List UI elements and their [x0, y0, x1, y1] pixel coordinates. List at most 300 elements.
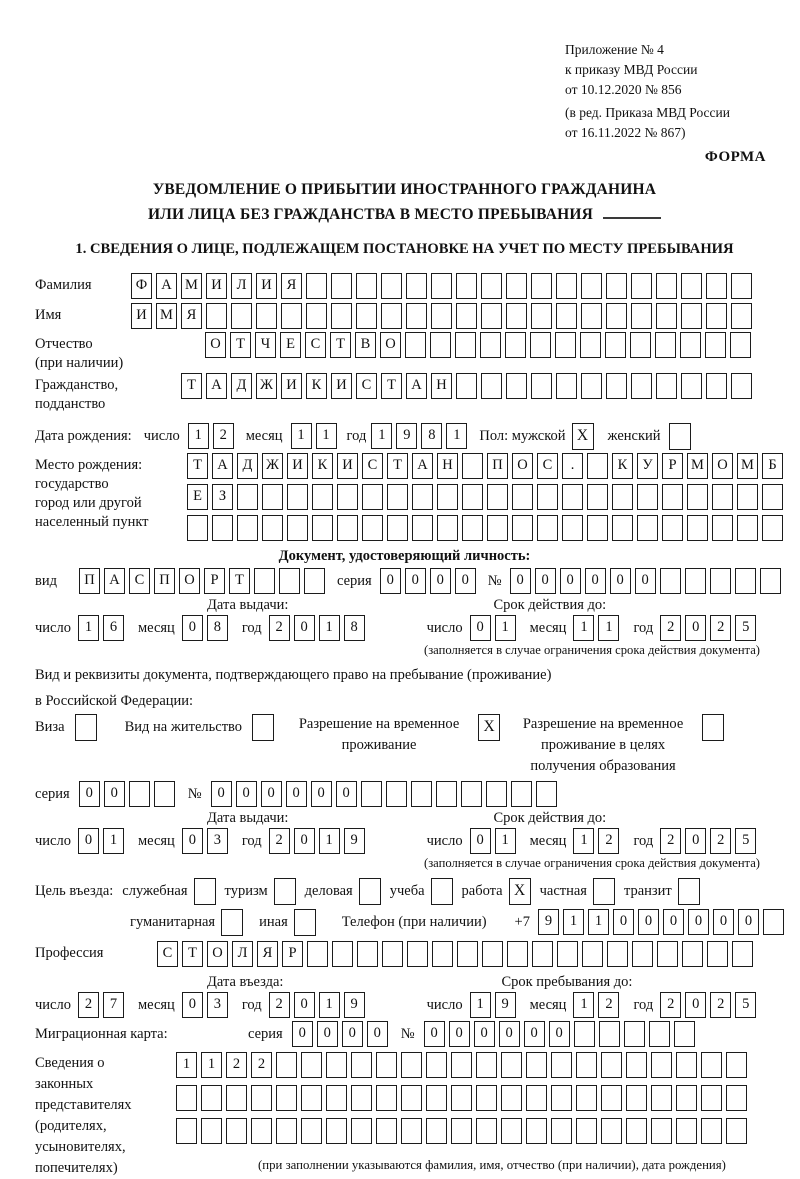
char-cell[interactable] — [351, 1118, 372, 1144]
char-cell[interactable]: 0 — [367, 1021, 388, 1047]
char-cell[interactable]: А — [206, 373, 227, 399]
char-cell[interactable] — [382, 941, 403, 967]
char-cell[interactable]: А — [406, 373, 427, 399]
char-cell[interactable] — [226, 1118, 247, 1144]
char-cell[interactable] — [685, 568, 706, 594]
char-cell[interactable]: 2 — [269, 828, 290, 854]
char-cell[interactable] — [655, 332, 676, 358]
char-cell[interactable]: 9 — [344, 992, 365, 1018]
char-cell[interactable] — [476, 1085, 497, 1111]
char-cell[interactable]: Ж — [256, 373, 277, 399]
char-cell[interactable] — [154, 781, 175, 807]
char-cell[interactable]: 2 — [269, 615, 290, 641]
char-cell[interactable] — [356, 303, 377, 329]
char-cell[interactable]: 1 — [573, 828, 594, 854]
char-cell[interactable]: Т — [181, 373, 202, 399]
char-cell[interactable] — [681, 303, 702, 329]
char-cell[interactable]: 1 — [201, 1052, 222, 1078]
char-cell[interactable] — [276, 1085, 297, 1111]
char-cell[interactable] — [337, 515, 358, 541]
char-cell[interactable]: М — [687, 453, 708, 479]
char-cell[interactable] — [501, 1118, 522, 1144]
char-cell[interactable]: 6 — [103, 615, 124, 641]
char-cell[interactable]: 1 — [573, 992, 594, 1018]
char-cell[interactable] — [555, 332, 576, 358]
purpose-business-checkbox[interactable] — [359, 878, 381, 905]
char-cell[interactable] — [287, 515, 308, 541]
char-cell[interactable] — [461, 781, 482, 807]
char-cell[interactable] — [456, 373, 477, 399]
char-cell[interactable] — [687, 515, 708, 541]
char-cell[interactable] — [381, 273, 402, 299]
char-cell[interactable]: Р — [204, 568, 225, 594]
char-cell[interactable] — [601, 1085, 622, 1111]
char-cell[interactable] — [681, 273, 702, 299]
char-cell[interactable] — [710, 568, 731, 594]
char-cell[interactable]: 0 — [535, 568, 556, 594]
char-cell[interactable] — [431, 273, 452, 299]
char-cell[interactable]: Т — [381, 373, 402, 399]
char-cell[interactable] — [231, 303, 252, 329]
char-cell[interactable] — [486, 781, 507, 807]
char-cell[interactable] — [656, 303, 677, 329]
char-cell[interactable]: О — [712, 453, 733, 479]
char-cell[interactable] — [262, 484, 283, 510]
char-cell[interactable] — [356, 273, 377, 299]
char-cell[interactable]: 2 — [710, 992, 731, 1018]
char-cell[interactable] — [537, 515, 558, 541]
char-cell[interactable] — [674, 1021, 695, 1047]
char-cell[interactable] — [587, 515, 608, 541]
char-cell[interactable] — [426, 1085, 447, 1111]
char-cell[interactable]: Ф — [131, 273, 152, 299]
char-cell[interactable] — [176, 1085, 197, 1111]
char-cell[interactable]: 2 — [226, 1052, 247, 1078]
residence-permit-checkbox[interactable] — [252, 714, 274, 741]
char-cell[interactable]: 8 — [421, 423, 442, 449]
char-cell[interactable] — [680, 332, 701, 358]
char-cell[interactable]: А — [212, 453, 233, 479]
char-cell[interactable] — [481, 373, 502, 399]
char-cell[interactable]: О — [179, 568, 200, 594]
char-cell[interactable]: К — [612, 453, 633, 479]
char-cell[interactable]: П — [154, 568, 175, 594]
char-cell[interactable]: 0 — [685, 992, 706, 1018]
char-cell[interactable]: 9 — [538, 909, 559, 935]
char-cell[interactable] — [726, 1085, 747, 1111]
char-cell[interactable]: Т — [229, 568, 250, 594]
char-cell[interactable] — [607, 941, 628, 967]
char-cell[interactable] — [381, 303, 402, 329]
char-cell[interactable] — [562, 484, 583, 510]
char-cell[interactable] — [376, 1052, 397, 1078]
char-cell[interactable] — [301, 1118, 322, 1144]
char-cell[interactable]: 0 — [236, 781, 257, 807]
char-cell[interactable] — [599, 1021, 620, 1047]
char-cell[interactable] — [412, 484, 433, 510]
char-cell[interactable] — [526, 1052, 547, 1078]
char-cell[interactable] — [451, 1052, 472, 1078]
char-cell[interactable] — [532, 941, 553, 967]
char-cell[interactable] — [480, 332, 501, 358]
char-cell[interactable]: 0 — [336, 781, 357, 807]
char-cell[interactable] — [726, 1118, 747, 1144]
char-cell[interactable]: 0 — [342, 1021, 363, 1047]
char-cell[interactable] — [201, 1118, 222, 1144]
char-cell[interactable]: И — [256, 273, 277, 299]
char-cell[interactable] — [361, 781, 382, 807]
char-cell[interactable]: 0 — [405, 568, 426, 594]
char-cell[interactable] — [556, 273, 577, 299]
char-cell[interactable]: Т — [330, 332, 351, 358]
char-cell[interactable] — [281, 303, 302, 329]
char-cell[interactable] — [631, 303, 652, 329]
char-cell[interactable] — [187, 515, 208, 541]
char-cell[interactable]: 0 — [261, 781, 282, 807]
char-cell[interactable] — [487, 484, 508, 510]
char-cell[interactable] — [262, 515, 283, 541]
char-cell[interactable] — [660, 568, 681, 594]
char-cell[interactable]: Т — [187, 453, 208, 479]
char-cell[interactable]: 9 — [495, 992, 516, 1018]
sex-female-checkbox[interactable] — [669, 423, 691, 450]
char-cell[interactable] — [706, 303, 727, 329]
char-cell[interactable] — [626, 1052, 647, 1078]
char-cell[interactable] — [326, 1085, 347, 1111]
char-cell[interactable]: 1 — [319, 615, 340, 641]
char-cell[interactable]: 3 — [207, 992, 228, 1018]
char-cell[interactable]: И — [337, 453, 358, 479]
char-cell[interactable]: 1 — [188, 423, 209, 449]
char-cell[interactable]: 0 — [638, 909, 659, 935]
char-cell[interactable]: 1 — [319, 992, 340, 1018]
char-cell[interactable]: 1 — [316, 423, 337, 449]
char-cell[interactable] — [576, 1052, 597, 1078]
char-cell[interactable] — [735, 568, 756, 594]
char-cell[interactable] — [430, 332, 451, 358]
char-cell[interactable]: 0 — [549, 1021, 570, 1047]
sex-male-checkbox[interactable]: X — [572, 423, 594, 450]
char-cell[interactable]: 0 — [292, 1021, 313, 1047]
char-cell[interactable]: 0 — [449, 1021, 470, 1047]
char-cell[interactable] — [701, 1052, 722, 1078]
char-cell[interactable]: 0 — [499, 1021, 520, 1047]
char-cell[interactable] — [676, 1118, 697, 1144]
char-cell[interactable]: 0 — [294, 828, 315, 854]
char-cell[interactable]: Ж — [262, 453, 283, 479]
char-cell[interactable] — [476, 1052, 497, 1078]
char-cell[interactable] — [581, 303, 602, 329]
char-cell[interactable]: 0 — [182, 615, 203, 641]
char-cell[interactable]: Д — [231, 373, 252, 399]
char-cell[interactable] — [506, 303, 527, 329]
char-cell[interactable] — [662, 484, 683, 510]
char-cell[interactable]: 7 — [103, 992, 124, 1018]
char-cell[interactable] — [581, 373, 602, 399]
char-cell[interactable]: 0 — [182, 828, 203, 854]
char-cell[interactable]: 1 — [588, 909, 609, 935]
char-cell[interactable] — [431, 303, 452, 329]
char-cell[interactable]: 1 — [371, 423, 392, 449]
purpose-official-checkbox[interactable] — [194, 878, 216, 905]
char-cell[interactable] — [251, 1085, 272, 1111]
char-cell[interactable] — [256, 303, 277, 329]
char-cell[interactable]: 0 — [713, 909, 734, 935]
char-cell[interactable]: 1 — [495, 828, 516, 854]
char-cell[interactable] — [632, 941, 653, 967]
char-cell[interactable] — [437, 484, 458, 510]
char-cell[interactable]: 2 — [78, 992, 99, 1018]
char-cell[interactable] — [279, 568, 300, 594]
char-cell[interactable]: Я — [181, 303, 202, 329]
char-cell[interactable] — [657, 941, 678, 967]
char-cell[interactable] — [580, 332, 601, 358]
char-cell[interactable] — [206, 303, 227, 329]
char-cell[interactable] — [437, 515, 458, 541]
char-cell[interactable]: 0 — [211, 781, 232, 807]
char-cell[interactable] — [387, 484, 408, 510]
char-cell[interactable]: 1 — [563, 909, 584, 935]
char-cell[interactable]: 5 — [735, 828, 756, 854]
char-cell[interactable]: 2 — [598, 992, 619, 1018]
char-cell[interactable]: 0 — [455, 568, 476, 594]
char-cell[interactable] — [706, 273, 727, 299]
char-cell[interactable] — [730, 332, 751, 358]
char-cell[interactable]: Я — [281, 273, 302, 299]
char-cell[interactable]: 5 — [735, 992, 756, 1018]
char-cell[interactable] — [312, 515, 333, 541]
char-cell[interactable]: 0 — [470, 828, 491, 854]
char-cell[interactable] — [331, 273, 352, 299]
char-cell[interactable] — [606, 373, 627, 399]
char-cell[interactable] — [306, 303, 327, 329]
char-cell[interactable] — [426, 1118, 447, 1144]
char-cell[interactable] — [301, 1085, 322, 1111]
char-cell[interactable] — [706, 373, 727, 399]
char-cell[interactable] — [326, 1118, 347, 1144]
char-cell[interactable] — [456, 303, 477, 329]
char-cell[interactable]: Т — [387, 453, 408, 479]
char-cell[interactable]: 1 — [573, 615, 594, 641]
char-cell[interactable] — [481, 273, 502, 299]
char-cell[interactable]: С — [537, 453, 558, 479]
char-cell[interactable] — [601, 1052, 622, 1078]
char-cell[interactable] — [612, 515, 633, 541]
char-cell[interactable]: 0 — [610, 568, 631, 594]
char-cell[interactable]: И — [331, 373, 352, 399]
char-cell[interactable] — [451, 1085, 472, 1111]
char-cell[interactable] — [637, 515, 658, 541]
char-cell[interactable] — [562, 515, 583, 541]
char-cell[interactable]: 1 — [598, 615, 619, 641]
char-cell[interactable]: 5 — [735, 615, 756, 641]
char-cell[interactable] — [531, 373, 552, 399]
char-cell[interactable] — [682, 941, 703, 967]
char-cell[interactable]: М — [156, 303, 177, 329]
char-cell[interactable]: 2 — [660, 615, 681, 641]
char-cell[interactable] — [362, 484, 383, 510]
char-cell[interactable] — [387, 515, 408, 541]
char-cell[interactable] — [411, 781, 432, 807]
char-cell[interactable]: А — [104, 568, 125, 594]
char-cell[interactable] — [376, 1085, 397, 1111]
char-cell[interactable] — [651, 1118, 672, 1144]
char-cell[interactable] — [530, 332, 551, 358]
char-cell[interactable] — [351, 1085, 372, 1111]
char-cell[interactable] — [576, 1085, 597, 1111]
char-cell[interactable]: 0 — [286, 781, 307, 807]
char-cell[interactable]: 0 — [294, 615, 315, 641]
char-cell[interactable] — [482, 941, 503, 967]
char-cell[interactable] — [351, 1052, 372, 1078]
char-cell[interactable]: 1 — [470, 992, 491, 1018]
char-cell[interactable] — [407, 941, 428, 967]
char-cell[interactable] — [630, 332, 651, 358]
char-cell[interactable] — [606, 273, 627, 299]
char-cell[interactable] — [551, 1118, 572, 1144]
char-cell[interactable] — [457, 941, 478, 967]
char-cell[interactable] — [574, 1021, 595, 1047]
char-cell[interactable] — [451, 1118, 472, 1144]
char-cell[interactable] — [306, 273, 327, 299]
char-cell[interactable]: 2 — [269, 992, 290, 1018]
char-cell[interactable]: С — [129, 568, 150, 594]
char-cell[interactable] — [304, 568, 325, 594]
char-cell[interactable] — [601, 1118, 622, 1144]
char-cell[interactable] — [401, 1052, 422, 1078]
char-cell[interactable]: 0 — [685, 828, 706, 854]
char-cell[interactable]: 1 — [446, 423, 467, 449]
char-cell[interactable] — [412, 515, 433, 541]
char-cell[interactable]: 0 — [78, 828, 99, 854]
char-cell[interactable]: 0 — [317, 1021, 338, 1047]
char-cell[interactable]: М — [737, 453, 758, 479]
char-cell[interactable]: 1 — [495, 615, 516, 641]
char-cell[interactable] — [362, 515, 383, 541]
char-cell[interactable]: О — [512, 453, 533, 479]
char-cell[interactable]: Д — [237, 453, 258, 479]
char-cell[interactable]: Р — [662, 453, 683, 479]
char-cell[interactable]: М — [181, 273, 202, 299]
char-cell[interactable] — [426, 1052, 447, 1078]
char-cell[interactable] — [462, 453, 483, 479]
char-cell[interactable] — [301, 1052, 322, 1078]
purpose-humanitarian-checkbox[interactable] — [221, 909, 243, 936]
char-cell[interactable] — [476, 1118, 497, 1144]
char-cell[interactable] — [531, 303, 552, 329]
char-cell[interactable]: 0 — [104, 781, 125, 807]
char-cell[interactable] — [731, 373, 752, 399]
char-cell[interactable] — [712, 484, 733, 510]
char-cell[interactable] — [462, 515, 483, 541]
char-cell[interactable] — [587, 453, 608, 479]
char-cell[interactable]: 0 — [380, 568, 401, 594]
char-cell[interactable] — [612, 484, 633, 510]
char-cell[interactable]: С — [305, 332, 326, 358]
char-cell[interactable]: К — [306, 373, 327, 399]
char-cell[interactable] — [731, 273, 752, 299]
char-cell[interactable] — [326, 1052, 347, 1078]
char-cell[interactable] — [506, 273, 527, 299]
char-cell[interactable] — [507, 941, 528, 967]
char-cell[interactable] — [487, 515, 508, 541]
char-cell[interactable] — [312, 484, 333, 510]
char-cell[interactable]: 1 — [176, 1052, 197, 1078]
char-cell[interactable]: 0 — [424, 1021, 445, 1047]
char-cell[interactable]: А — [412, 453, 433, 479]
char-cell[interactable] — [732, 941, 753, 967]
char-cell[interactable] — [276, 1118, 297, 1144]
char-cell[interactable]: И — [206, 273, 227, 299]
char-cell[interactable] — [511, 781, 532, 807]
char-cell[interactable] — [731, 303, 752, 329]
char-cell[interactable] — [129, 781, 150, 807]
char-cell[interactable]: 0 — [311, 781, 332, 807]
char-cell[interactable]: 2 — [598, 828, 619, 854]
char-cell[interactable] — [201, 1085, 222, 1111]
visa-checkbox[interactable] — [75, 714, 97, 741]
char-cell[interactable]: 0 — [635, 568, 656, 594]
char-cell[interactable] — [582, 941, 603, 967]
char-cell[interactable] — [605, 332, 626, 358]
char-cell[interactable] — [656, 373, 677, 399]
char-cell[interactable] — [405, 332, 426, 358]
char-cell[interactable]: О — [380, 332, 401, 358]
char-cell[interactable] — [254, 568, 275, 594]
char-cell[interactable] — [401, 1118, 422, 1144]
char-cell[interactable] — [287, 484, 308, 510]
char-cell[interactable] — [760, 568, 781, 594]
char-cell[interactable] — [506, 373, 527, 399]
char-cell[interactable]: 0 — [474, 1021, 495, 1047]
char-cell[interactable] — [687, 484, 708, 510]
char-cell[interactable] — [576, 1118, 597, 1144]
char-cell[interactable]: 2 — [710, 615, 731, 641]
char-cell[interactable] — [176, 1118, 197, 1144]
purpose-tourism-checkbox[interactable] — [274, 878, 296, 905]
char-cell[interactable] — [505, 332, 526, 358]
purpose-transit-checkbox[interactable] — [678, 878, 700, 905]
char-cell[interactable] — [376, 1118, 397, 1144]
char-cell[interactable] — [512, 484, 533, 510]
char-cell[interactable] — [626, 1118, 647, 1144]
char-cell[interactable] — [707, 941, 728, 967]
char-cell[interactable] — [763, 909, 784, 935]
char-cell[interactable] — [237, 515, 258, 541]
char-cell[interactable] — [762, 484, 783, 510]
char-cell[interactable] — [631, 273, 652, 299]
char-cell[interactable] — [531, 273, 552, 299]
char-cell[interactable] — [481, 303, 502, 329]
char-cell[interactable] — [455, 332, 476, 358]
char-cell[interactable] — [526, 1085, 547, 1111]
char-cell[interactable]: 2 — [660, 992, 681, 1018]
char-cell[interactable]: Л — [231, 273, 252, 299]
char-cell[interactable] — [307, 941, 328, 967]
char-cell[interactable] — [626, 1085, 647, 1111]
char-cell[interactable] — [386, 781, 407, 807]
char-cell[interactable] — [237, 484, 258, 510]
char-cell[interactable] — [556, 303, 577, 329]
char-cell[interactable]: С — [362, 453, 383, 479]
char-cell[interactable]: 0 — [613, 909, 634, 935]
char-cell[interactable]: 2 — [710, 828, 731, 854]
char-cell[interactable]: 0 — [560, 568, 581, 594]
char-cell[interactable]: 1 — [291, 423, 312, 449]
char-cell[interactable]: 8 — [207, 615, 228, 641]
char-cell[interactable] — [226, 1085, 247, 1111]
char-cell[interactable] — [701, 1118, 722, 1144]
